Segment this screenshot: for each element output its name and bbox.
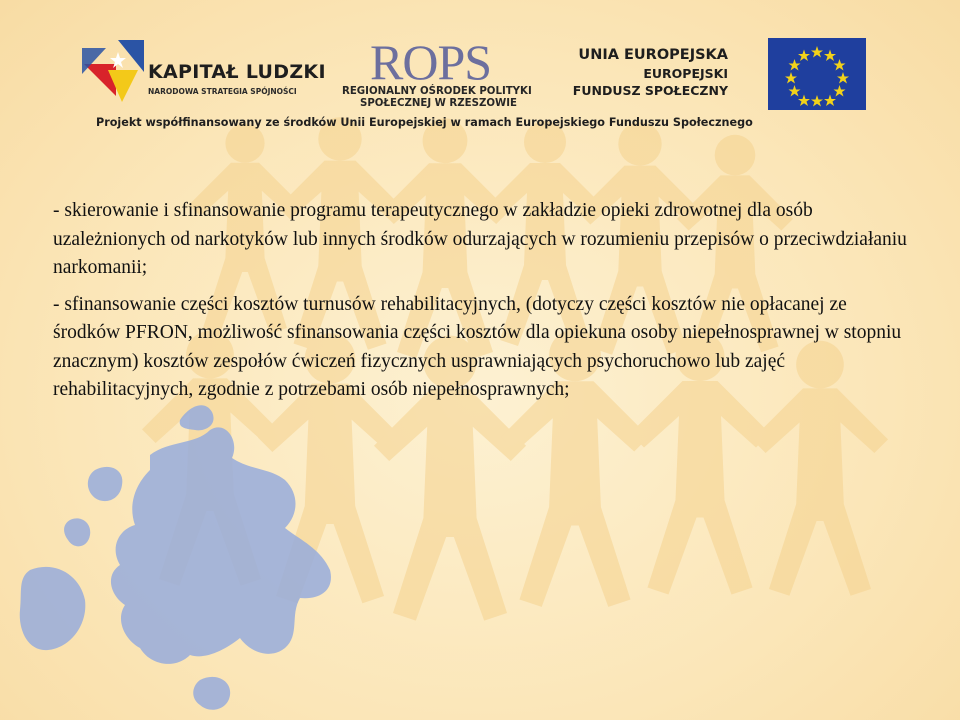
eu-fund-line2: FUNDUSZ SPOŁECZNY xyxy=(572,83,728,98)
rops-name-line2: SPOŁECZNEJ W RZESZOWIE xyxy=(360,98,517,109)
rops-wordmark: ROPS xyxy=(370,34,492,90)
eu-fund-line1: EUROPEJSKI xyxy=(643,66,728,81)
paragraph-rehabilitation-funding: - sfinansowanie części kosztów turnusów rehabilitacyjnych, (dotyczy części kosztów nie opłacanej ze środków PFRON, możliwość sfinansowania części kosztów dla opiekuna osoby niepełnosprawnej w stopniu znacznym) kosztów zespołów ćwiczeń fizycznych usprawniających psychoruchowo lub zajęć rehabilitacyjnych, zgodnie z potrzebami osób niepełnosprawnych; xyxy=(53,293,902,400)
eu-text-block xyxy=(556,46,728,99)
rops-logo xyxy=(342,34,552,110)
cofinancing-strapline: Projekt współfinansowany ze środków Unii Europejskiej w ramach Europejskiego Funduszu Społecznego xyxy=(96,116,753,129)
kapital-ludzki-logo-icon xyxy=(78,36,148,106)
paragraph-therapy-program: - skierowanie i sfinansowanie programu terapeutycznego w zakładzie opieki zdrowotnej dla osób uzależnionych od narkotyków lub innych środków odurzających w rozumieniu przepisów o przeciwdziałaniu narkomanii; xyxy=(53,200,907,278)
logo-header xyxy=(0,0,960,140)
kapital-ludzki-subtitle: NARODOWA STRATEGIA SPÓJNOŚCI xyxy=(148,87,297,96)
rops-name-line1: REGIONALNY OŚRODEK POLITYKI xyxy=(342,86,532,97)
kapital-ludzki-text xyxy=(148,62,326,97)
europe-map-decoration xyxy=(20,405,331,709)
eu-flag-icon xyxy=(768,38,866,110)
eu-title: UNIA EUROPEJSKA xyxy=(578,47,728,63)
slide-content xyxy=(53,197,913,413)
kapital-ludzki-title: KAPITAŁ LUDZKI xyxy=(148,61,326,83)
